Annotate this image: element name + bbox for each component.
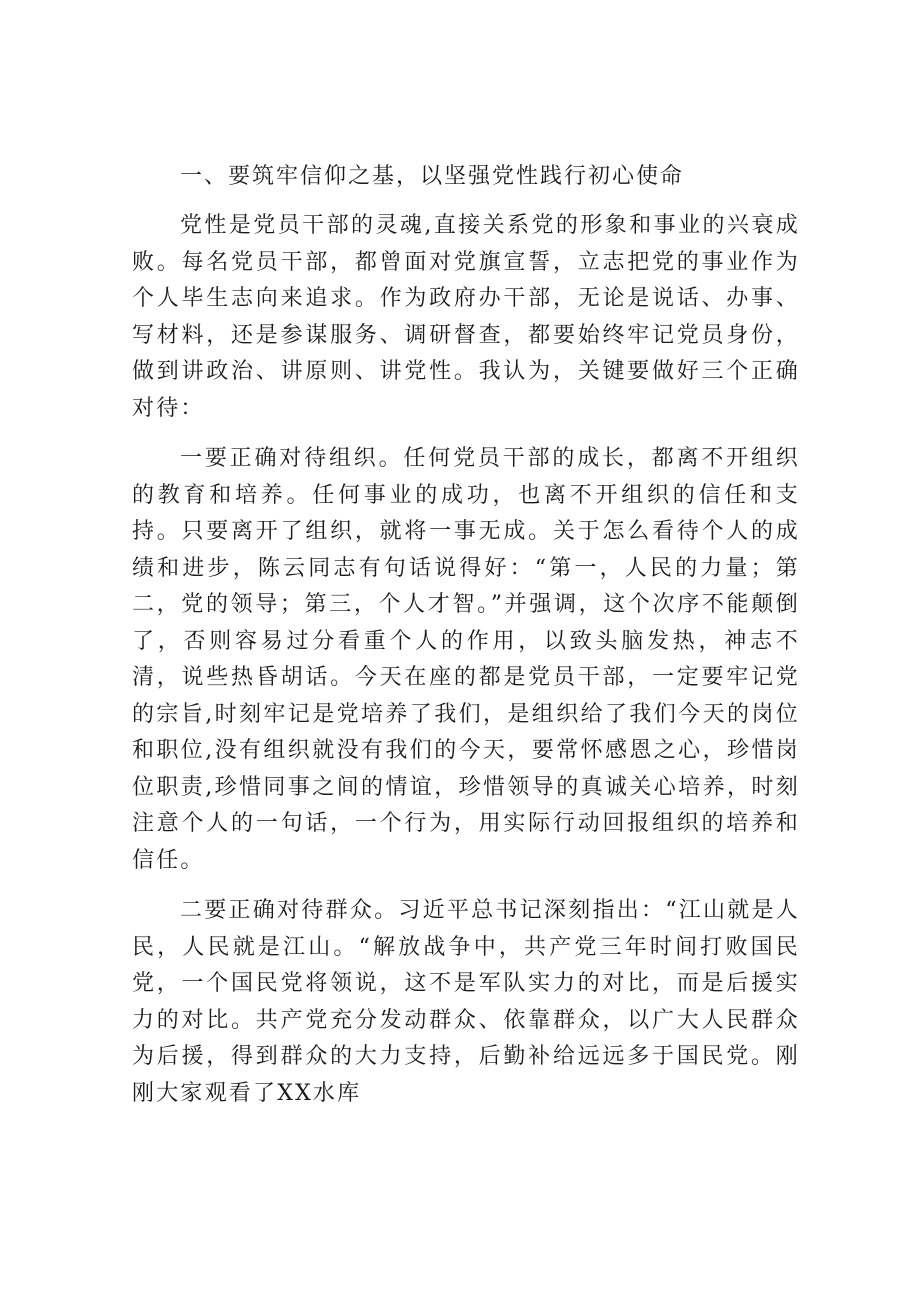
paragraph-masses: 二要正确对待群众。习近平总书记深刻指出：“江山就是人民，人民就是江山。“解放战争中，共产党三年时间打败国民党，一个国民党将领说，这不是军队实力的对比，而是后援实力的对比。共产党充分发动群众、依靠群众，以广大人民群众为后援，得到群众的大力支持，后勤补给远远多于国民党。刚刚大家观看了XX水库 (132, 898, 800, 1106)
section-heading: 一、要筑牢信仰之基，以坚强党性践行初心使命 (180, 164, 685, 189)
paragraph-organization: 一要正确对待组织。任何党员干部的成长，都离不开组织的教育和培养。任何事业的成功，也离不开组织的信任和支持。只要离开了组织，就将一事无成。关于怎么看待个人的成绩和进步，陈云同志有句话说得好：“第一，人民的力量；第二，党的领导；第三，个人才智。”并强调，这个次序不能颠倒了，否则容易过分看重个人的作用，以致头脑发热，神志不清，说些热昏胡话。今天在座的都是党员干部，一定要牢记党的宗旨,时刻牢记是党培养了我们，是组织给了我们今天的岗位和职位,没有组织就没有我们的今天，要常怀感恩之心，珍惜岗位职责,珍惜同事之间的情谊，珍惜领导的真诚关心培养，时刻注意个人的一句话，一个行为，用实际行动回报组织的培养和信任。 (132, 446, 800, 873)
document-page (132, 160, 800, 1126)
paragraph-party-spirit: 党性是党员干部的灵魂,直接关系党的形象和事业的兴衰成败。每名党员干部，都曾面对党旗宣誓，立志把党的事业作为个人毕生志向来追求。作为政府办干部，无论是说话、办事、写材料，还是参谋服务、调研督查，都要始终牢记党员身份，做到讲政治、讲原则、讲党性。我认为，关键要做好三个正确对待： (132, 213, 800, 421)
